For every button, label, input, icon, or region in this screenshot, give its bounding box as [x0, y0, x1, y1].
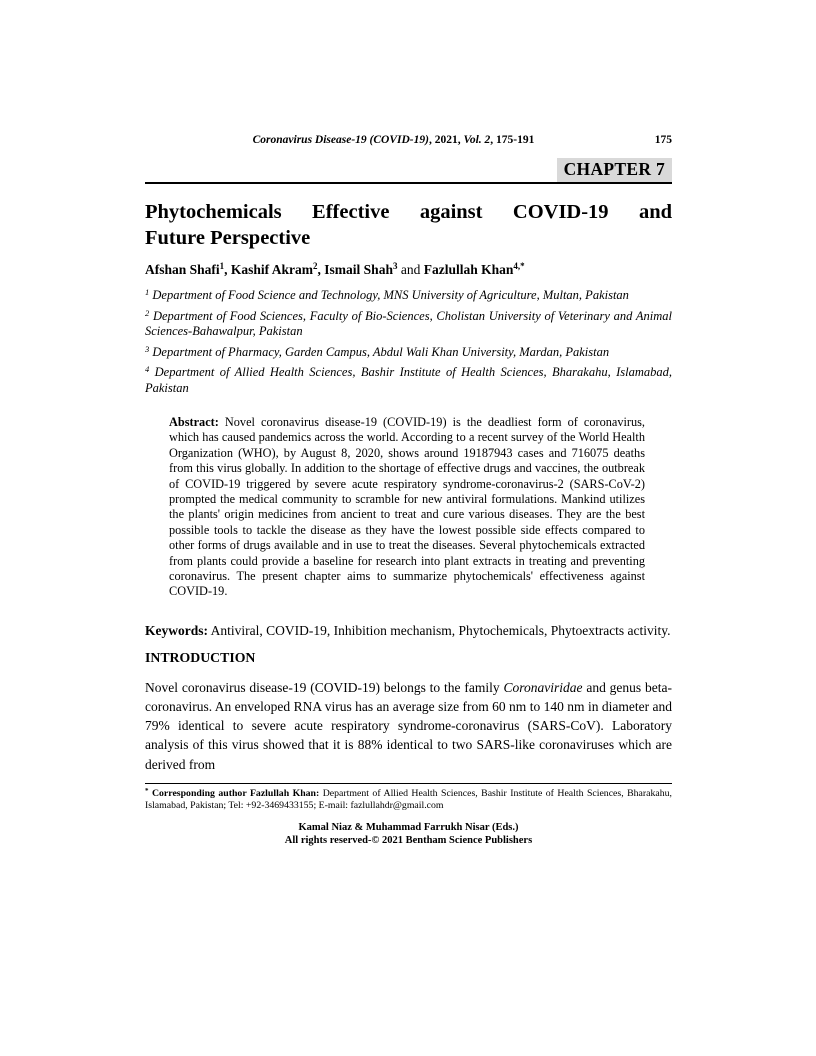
affiliation-1: [145, 288, 672, 304]
author-3: Ismail Shah: [324, 262, 393, 277]
author-4: Fazlullah Khan: [423, 262, 514, 277]
author-conjunction: and: [397, 262, 424, 277]
running-header: [145, 133, 672, 147]
affiliation-4-text: Department of Allied Health Sciences, Bashir Institute of Health Sciences, Bharakahu, Islamabad, Pakistan: [145, 365, 672, 395]
author-4-affmark: 4,*: [513, 261, 525, 271]
abstract-label: Abstract:: [169, 415, 219, 429]
author-separator-1: ,: [224, 262, 231, 277]
chapter-title: [145, 199, 672, 251]
copyright-line: All rights reserved-© 2021 Bentham Science Publishers: [284, 835, 533, 847]
editors-line: Kamal Niaz & Muhammad Farrukh Nisar (Eds.): [298, 821, 519, 833]
affiliation-1-text: Department of Food Science and Technology, MNS University of Agriculture, Multan, Pakistan: [149, 288, 629, 302]
introduction-text-2: and genus beta-coronavirus. An enveloped RNA virus has an average size from 60 nm to 140 nm in diameter and 79% identical to severe acute respiratory syndrome-coronavirus (SARS-CoV). Laboratory analysis of this virus showed that it is 88% identical to two SARS-like coronaviruses which are derived from: [145, 679, 673, 772]
affiliation-2-text: Department of Food Sciences, Faculty of Bio-Sciences, Cholistan University of Veterinary and Animal Sciences-Bahawalpur, Pakistan: [145, 308, 672, 338]
introduction-heading: INTRODUCTION: [145, 649, 256, 665]
author-1-affmark: 1: [219, 261, 225, 271]
abstract-block: [145, 415, 672, 600]
footnote-asterisk: *: [145, 786, 149, 795]
chapter-rule: [145, 158, 672, 184]
abstract-text: Novel coronavirus disease-19 (COVID-19) is the deadliest form of coronavirus, which has caused pandemics across the world. According to a recent survey of the World Health Organization (WHO), by August 8, 2020, shows around 19187943 cases and 716075 deaths from this virus globally. In addition to the shortage of effective drugs and vaccines, the outbreak of COVID-19 triggered by severe acute respiratory syndrome-coronavirus-2 (SARS-CoV-2) prompted the medical community to scramble for new antiviral formulations. Mankind utilizes the plants' origin medicines from ancient to treat and cure various diseases. They are the best possible tools to tackle the disease as they have the lowest possible side effects compared to other forms of drugs available and in use to treat the diseases. Several phytochemicals extracted from plants could provide a baseline for research into plant extracts in treating and preventing coronavirus. The present chapter aims to summarize phytochemicals' effectiveness against COVID-19.: [169, 415, 645, 599]
footnote-bold-lead: Corresponding author Fazlullah Khan:: [148, 787, 320, 799]
keywords-text: Antiviral, COVID-19, Inhibition mechanism, Phytochemicals, Phytoextracts activity.: [208, 622, 671, 638]
keywords-label: Keywords:: [145, 622, 208, 638]
journal-citation-title: Coronavirus Disease-19 (COVID-19): [252, 134, 429, 146]
author-1: Afshan Shafi: [145, 262, 220, 277]
footnote-text: Department of Allied Health Sciences, Bashir Institute of Health Sciences, Bharakahu, Islamabad, Pakistan; Tel: +92-3469433155; E-mail: fazlullahdr@gmail.com: [145, 787, 673, 812]
page-number: 175: [654, 134, 672, 146]
chapter-title-line2: Future Perspective: [145, 227, 311, 249]
author-separator-2: ,: [317, 262, 325, 277]
author-2: Kashif Akram: [230, 262, 314, 277]
journal-citation-volume: Vol. 2: [463, 134, 491, 146]
author-2-affmark: 2: [313, 261, 318, 271]
chapter-title-line1: Phytochemicals Effective against COVID-19 and: [145, 201, 672, 223]
affiliation-2-number: 2: [145, 307, 150, 318]
affiliations-block: [145, 288, 672, 396]
chapter-badge: CHAPTER 7: [557, 158, 672, 182]
introduction-paragraph: [145, 678, 672, 774]
affiliation-4-number: 4: [145, 364, 150, 374]
journal-citation-year: , 2021,: [428, 134, 464, 146]
affiliation-1-number: 1: [145, 287, 150, 297]
keywords-block: [145, 621, 672, 640]
author-line: [145, 261, 672, 279]
affiliation-3-number: 3: [145, 343, 150, 354]
introduction-text-1: Novel coronavirus disease-19 (COVID-19) belongs to the family: [145, 679, 504, 695]
affiliation-4: [145, 365, 672, 396]
introduction-italic-term: Coronaviridae: [503, 679, 583, 695]
publisher-block: [145, 821, 672, 848]
journal-citation-pages: , 175-191: [490, 134, 535, 146]
affiliation-3: [145, 345, 672, 361]
corresponding-author-footnote: [145, 783, 672, 813]
affiliation-3-text: Department of Pharmacy, Garden Campus, Abdul Wali Khan University, Mardan, Pakistan: [149, 344, 610, 359]
author-3-affmark: 3: [392, 261, 398, 271]
affiliation-2: [145, 309, 672, 340]
